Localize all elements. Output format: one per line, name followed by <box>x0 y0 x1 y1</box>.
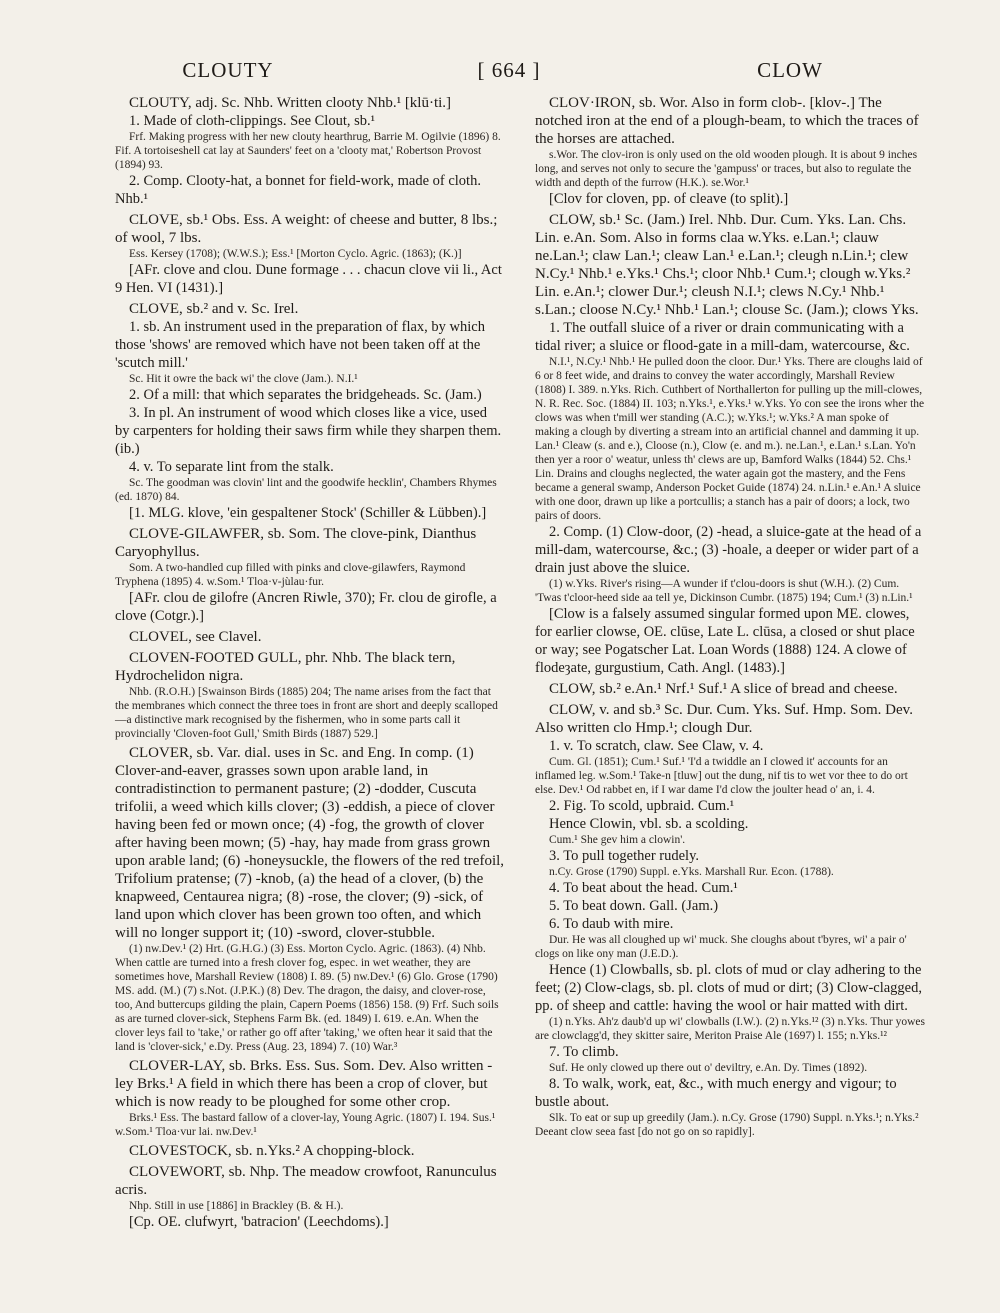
dictionary-entry <box>535 701 925 1139</box>
entry-etymology: [1. MLG. klove, 'ein gespaltener Stock' (Schiller & Lübben).] <box>129 505 487 521</box>
dictionary-entry <box>115 300 505 522</box>
page-number: [ 664 ] <box>477 57 541 82</box>
running-head-left: CLOUTY <box>182 57 274 82</box>
entry-sense: 8. To walk, work, eat, &c., with much energy and vigour; to bustle about. <box>535 1076 897 1110</box>
entry-citation: (1) n.Yks. Ah'z daub'd up wi' clowballs (I.W.). (2) n.Yks.¹² (3) n.Yks. Thur yowes are clowclagg'd, they skitter saire, Meriton Praise Ale (1697) l. 155; n.Yks.¹² <box>535 1016 925 1042</box>
entry-etymology: [Clow is a falsely assumed singular formed upon ME. clowes, for earlier clowse, OE. clūse, Late L. clūsa, a closed or shut place or way; see Pogatscher Lat. Loan Words (1888) 124. A clowe of flodeȝate, gurgustium, Cath. Angl. (1483).] <box>535 606 915 676</box>
entry-citation: Cum. Gl. (1851); Cum.¹ Suf.¹ 'I'd a twiddle an I clowed it' accounts for an inflamed leg. w.Som.¹ Take-n [tluw] out the dung, nif tis to wet vor thee to do ort else. Dev.¹ Od rabbet en, if I war dame I'd clow the joulter head o' an, i. 4. <box>535 756 908 796</box>
entry-headword: CLOV·IRON, sb. Wor. Also in form clob-. [klov-.] The notched iron at the end of a plough-beam, to which the traces of the horses are attached. <box>535 95 919 147</box>
entry-etymology: [AFr. clove and clou. Dune formage . . . chacun clove vii li., Act 9 Hen. VI (1431).] <box>115 262 502 296</box>
dictionary-entry <box>535 680 925 698</box>
entry-citation: Sc. Hit it owre the back wi' the clove (Jam.). N.I.¹ <box>129 373 358 385</box>
entry-sense: 1. v. To scratch, claw. See Claw, v. 4. <box>549 738 764 754</box>
entry-citation: Ess. Kersey (1708); (W.W.S.); Ess.¹ [Morton Cyclo. Agric. (1863); (K.)] <box>129 248 462 260</box>
dictionary-entry <box>115 94 505 208</box>
entry-sense: 1. sb. An instrument used in the preparation of flax, by which those 'shows' are removed which have not been taken off at the 'scutch mill.' <box>115 319 485 371</box>
dictionary-entry <box>115 628 505 646</box>
entry-sense: 3. To pull together rudely. <box>549 848 699 864</box>
entry-headword: CLOVEL, see Clavel. <box>129 629 262 645</box>
entry-citation: Dur. He was all cloughed up wi' muck. She cloughs about t'byres, wi' a pair o' clogs on like ony man (J.E.D.). <box>535 934 907 960</box>
entry-citation: s.Wor. The clov-iron is only used on the old wooden plough. It is about 9 inches long, and serves not only to secure the 'gampuss' or traces, but also to regulate the width and depth of the furrow (H.K.). se.Wor.¹ <box>535 149 918 189</box>
entry-citation: Slk. To eat or sup up greedily (Jam.). n.Cy. Grose (1790) Suppl. n.Yks.¹; n.Yks.² Deeant clow seea fast [do not go on so rapidly]. <box>535 1112 919 1138</box>
entry-etymology: [AFr. clou de gilofre (Ancren Riwle, 370); Fr. clou de girofle, a clove (Cotgr.).] <box>115 590 497 624</box>
entry-citation: Nhb. (R.O.H.) [Swainson Birds (1885) 204; The name arises from the fact that the membranes which connect the three toes in front are short and deeply scalloped—a distinctive mark recognised by the fishermen, who in some parts call it provincially 'Cloven-foot Gull,' Smith Birds (1887) 529.] <box>115 686 498 740</box>
entry-sense: 6. To daub with mire. <box>549 916 674 932</box>
entry-citation: Cum.¹ She gev him a clowin'. <box>549 834 686 846</box>
entry-sense: 5. To beat down. Gall. (Jam.) <box>549 898 719 914</box>
entry-sense: Hence (1) Clowballs, sb. pl. clots of mud or clay adhering to the feet; (2) Clow-clags, sb. pl. clots of mud or dirt; (3) Clow-clagged, pp. of sheep and cattle: having the wool or hair matted with dirt. <box>535 962 922 1014</box>
entry-sense: 3. In pl. An instrument of wood which closes like a vice, used by carpenters for holding their saws firm while they sharpen them. (ib.) <box>115 405 502 457</box>
entry-headword: CLOVE-GILAWFER, sb. Som. The clove-pink, Dianthus Caryophyllus. <box>115 526 477 560</box>
entry-headword: CLOUTY, adj. Sc. Nhb. Written clooty Nhb.¹ [klū·ti.] <box>129 95 452 111</box>
entry-sense: Hence Clowin, vbl. sb. a scolding. <box>549 816 749 832</box>
running-head <box>118 52 900 88</box>
entry-citation: Suf. He only clowed up there out o' deviltry, e.An. Dy. Times (1892). <box>549 1062 868 1074</box>
entry-citation: (1) w.Yks. River's rising—A wunder if t'clou-doors is shut (W.H.). (2) Cum. 'Twas t'cloor-heed side aa tell ye, Dickinson Cumbr. (1875) 194; Cum.¹ (3) n.Lin.¹ <box>535 578 913 604</box>
entry-sense: 1. The outfall sluice of a river or drain communicating with a tidal river; a sluice or flood-gate in a mill-dam, watercourse, &c. <box>535 320 910 354</box>
entry-citation: (1) nw.Dev.¹ (2) Hrt. (G.H.G.) (3) Ess. Morton Cyclo. Agric. (1863). (4) Nhb. When cattle are turned into a fresh clover fog, espec. in wet weather, they are sometimes hove, Marshall Review (1808) I. 89. (5) nw.Dev.¹ (6) Glo. Grose (1790) MS. add. (M.) (7) s.Not. (J.P.K.) (8) Dev. The dragon, the daisy, and clover-rose, too, And buttercups gilding the plain, Capern Poems (1856) 158. (9) Frf. Such soils as are turned clover-sick, Stephens Farm Bk. (ed. 1849) I. 619. e.An. When the clover leys fail to 'take,' or rather go off after 'taking,' we often hear it said that the land is 'clover-sick,' e.Dy. Press (Aug. 23, 1894) 7. (10) War.³ <box>115 943 499 1053</box>
entry-citation: n.Cy. Grose (1790) Suppl. e.Yks. Marshall Rur. Econ. (1788). <box>549 866 834 878</box>
entry-sense: 2. Fig. To scold, upbraid. Cum.¹ <box>549 798 735 814</box>
entry-sense: 2. Comp. Clooty-hat, a bonnet for field-work, made of cloth. Nhb.¹ <box>115 173 481 207</box>
left-column <box>115 94 505 1234</box>
entry-headword: CLOVER-LAY, sb. Brks. Ess. Sus. Som. Dev. Also written -ley Brks.¹ A field in which there has been a crop of clover, but which is now ready to be ploughed for some other crop. <box>115 1058 493 1110</box>
entry-citation: Som. A two-handled cup filled with pinks and clove-gilawfers, Raymond Tryphena (1895) 4. w.Som.¹ Tloa·v-jùlau·fur. <box>115 562 466 588</box>
entry-sense: 1. Made of cloth-clippings. See Clout, sb.¹ <box>129 113 375 129</box>
entry-headword: CLOVER, sb. Var. dial. uses in Sc. and Eng. In comp. (1) Clover-and-eaver, grasses sown upon arable land, in contradistinction to permanent pasture; (2) -dodder, Cuscuta trifolii, a weed which kills clover; (3) -eddish, a piece of clover having been fed or mown once; (4) -fog, the growth of clover after having been mown; (5) -hay, hay made from grass grown upon arable land; (6) -honeysuckle, the flowers of the red trefoil, Trifolium pratense; (7) -knob, (a) the head of a clover, (b) the knapweed, Centaurea nigra; (8) -rose, the clover; (9) -sick, of land upon which clover has been grown too often, and which will no longer support it; (10) -sword, clover-stubble. <box>115 745 505 941</box>
dictionary-entry <box>535 94 925 208</box>
entry-sense: 4. To beat about the head. Cum.¹ <box>549 880 738 896</box>
entry-headword: CLOVEN-FOOTED GULL, phr. Nhb. The black tern, Hydrochelidon nigra. <box>115 650 456 684</box>
entry-headword: CLOVESTOCK, sb. n.Yks.² A chopping-block. <box>129 1143 415 1159</box>
entry-headword: CLOW, sb.¹ Sc. (Jam.) Irel. Nhb. Dur. Cum. Yks. Lan. Chs. Lin. e.An. Som. Also in forms claa w.Yks. e.Lan.¹; clauw ne.Lan.¹; claw Lan.¹; cleaw Lan.¹ e.Lan.¹; cleugh n.Lin.¹; clew N.Cy.¹ Nhb.¹ e.Yks.¹ Chs.¹; cloor Nhb.¹ Cum.¹; clough w.Yks.² Lin. e.An.¹; clower Dur.¹; cleush N.I.¹; clews N.Cy.¹ Nhb.¹ s.Lan.; cloose N.Cy.¹ Nhb.¹ Lan.¹; clouse Sc. (Jam.); clows Yks. <box>535 212 919 318</box>
running-head-right: CLOW <box>757 57 823 82</box>
entry-citation: N.I.¹, N.Cy.¹ Nhb.¹ He pulled doon the cloor. Dur.¹ Yks. There are cloughs laid of 6 or 8 feet wide, and drains to convey the water accordingly, Marshall Review (1808) I. 389. n.Yks. Rich. Cuthbert of Northallerton for pulling up the mill-clowes, N. R. Rec. Soc. (1884) II. 103; n.Yks.¹, e.Yks.¹ w.Yks. Yo con see the irons wher the clows was when t'mill wer standing (A.C.); w.Yks.¹; w.Yks.² A man spoke of making a clough by diverting a stream into an artificial channel and damming it up. Lan.¹ Cleaw (s. and e.), Cloose (n.), Clow (e. and m.). ne.Lan.¹, e.Lan.¹ s.Lan. Yo'n then yer a roor o' weatur, unless th' clews are up, Bamford Walks (1844) 52. Chs.¹ Lin. Drains and cloughs neglected, the water again got the mastery, and the Fens became a general swamp, Anderson Pocket Guide (1874) 24. n.Lin.¹ e.An.¹ A sluice with one door, drawn up like a portcullis; a stanch has a pair of doors; a lock, two pairs of doors. <box>535 356 925 522</box>
right-column <box>535 94 925 1142</box>
entry-headword: CLOW, sb.² e.An.¹ Nrf.¹ Suf.¹ A slice of bread and cheese. <box>549 681 898 697</box>
entry-headword: CLOW, v. and sb.³ Sc. Dur. Cum. Yks. Suf. Hmp. Som. Dev. Also written clo Hmp.¹; clough Dur. <box>535 702 913 736</box>
entry-sense: 2. Comp. (1) Clow-door, (2) -head, a sluice-gate at the head of a mill-dam, watercourse, &c.; (3) -hoale, a deeper or wider part of a drain just above the sluice. <box>535 524 922 576</box>
entry-citation: Brks.¹ Ess. The bastard fallow of a clover-lay, Young Agric. (1807) I. 194. Sus.¹ w.Som.¹ Tloa·vur lai. nw.Dev.¹ <box>115 1112 496 1138</box>
dictionary-entry <box>115 1057 505 1139</box>
dictionary-entry <box>115 649 505 741</box>
entry-headword: CLOVEWORT, sb. Nhp. The meadow crowfoot, Ranunculus acris. <box>115 1164 497 1198</box>
entry-etymology: [Clov for cloven, pp. of cleave (to split).] <box>549 191 789 207</box>
entry-headword: CLOVE, sb.¹ Obs. Ess. A weight: of cheese and butter, 8 lbs.; of wool, 7 lbs. <box>115 212 498 246</box>
entry-citation: Frf. Making progress with her new clouty hearthrug, Barrie M. Ogilvie (1896) 8. Fif. A tortoiseshell cat lay at Saunders' feet on a 'clooty mat,' Robertson Provost (1894) 93. <box>115 131 501 171</box>
dictionary-entry <box>115 211 505 297</box>
entry-sense: 7. To climb. <box>549 1044 619 1060</box>
dictionary-entry <box>115 1163 505 1231</box>
dictionary-entry <box>115 525 505 625</box>
entry-headword: CLOVE, sb.² and v. Sc. Irel. <box>129 301 299 317</box>
entry-citation: Nhp. Still in use [1886] in Brackley (B. & H.). <box>129 1200 344 1212</box>
entry-citation: Sc. The goodman was clovin' lint and the goodwife hecklin', Chambers Rhymes (ed. 1870) 84. <box>115 477 497 503</box>
dictionary-entry <box>535 211 925 677</box>
entry-sense: 4. v. To separate lint from the stalk. <box>129 459 334 475</box>
dictionary-entry <box>115 1142 505 1160</box>
entry-sense: 2. Of a mill: that which separates the bridgeheads. Sc. (Jam.) <box>129 387 482 403</box>
dictionary-entry <box>115 744 505 1054</box>
entry-etymology: [Cp. OE. clufwyrt, 'batracion' (Leechdoms).] <box>129 1214 389 1230</box>
